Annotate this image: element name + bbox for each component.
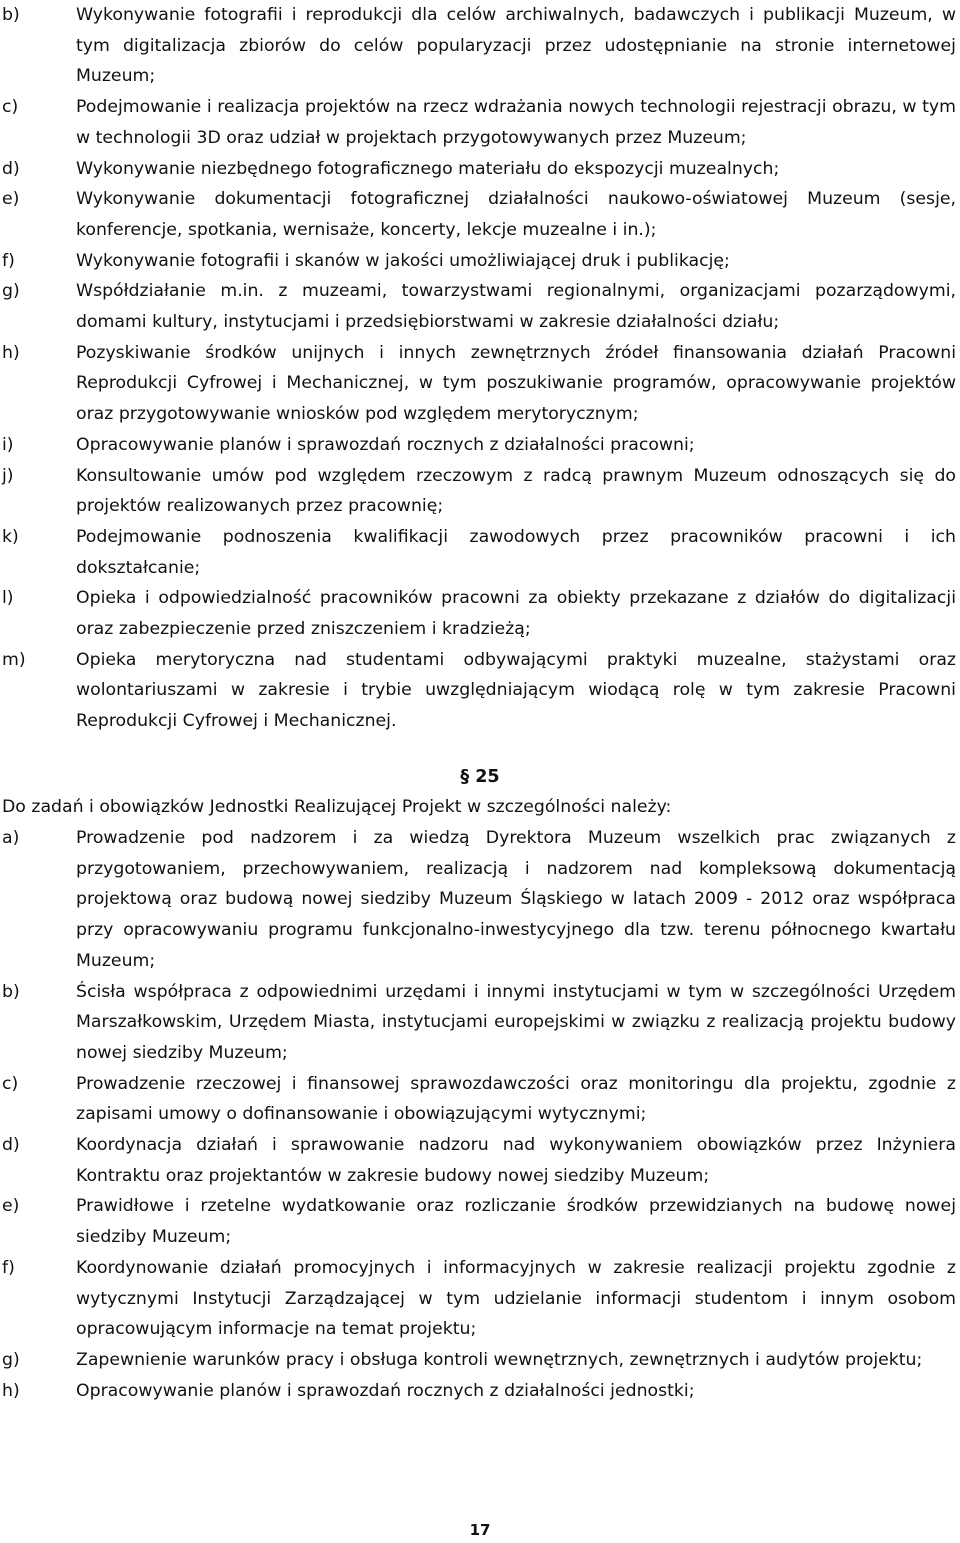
list-item-text: Wykonywanie fotografii i reprodukcji dla celów archiwalnych, badawczych i publikacji Muzeum, w tym digitalizacja zbiorów do celów popularyzacji przez udostępnianie na stronie internetowej Muzeum; xyxy=(76,5,956,87)
list-item xyxy=(0,461,960,522)
list-item xyxy=(0,823,960,977)
list-marker: b) xyxy=(2,981,20,1002)
list-item xyxy=(0,92,960,153)
list-item-text: Prowadzenie pod nadzorem i za wiedzą Dyrektora Muzeum wszelkich prac związanych z przygotowaniem, przechowywaniem, realizacją i nadzorem nad kompleksową dokumentacją projektową oraz budową nowej siedziby Muzeum Śląskiego w latach 2009 - 2012 oraz współpraca przy opracowywaniu programu funkcjonalno-inwestycyjnego dla tzw. terenu północnego kwartału Muzeum; xyxy=(76,828,956,971)
list-item xyxy=(0,0,960,92)
list-marker: h) xyxy=(2,342,20,363)
list-item-text: Prowadzenie rzeczowej i finansowej sprawozdawczości oraz monitoringu dla projektu, zgodnie z zapisami umowy o dofinansowanie i obowiązującymi wytycznymi; xyxy=(76,1073,956,1125)
list-item xyxy=(0,1376,960,1407)
list-marker: c) xyxy=(2,1073,19,1094)
section-intro-text: Do zadań i obowiązków Jednostki Realizującej Projekt w szczególności należy: xyxy=(2,797,672,817)
list-item-text: Opracowywanie planów i sprawozdań rocznych z działalności pracowni; xyxy=(76,434,695,455)
list-marker: j) xyxy=(2,465,14,486)
list-item-text: Wykonywanie niezbędnego fotograficznego materiału do ekspozycji muzealnych; xyxy=(76,158,780,179)
list-marker: e) xyxy=(2,189,20,210)
list-item-text: Opieka i odpowiedzialność pracowników pracowni za obiekty przekazane z działów do digitalizacji oraz zabezpieczenie przed zniszczeniem i kradzieżą; xyxy=(76,588,956,640)
list-marker: i) xyxy=(2,434,14,455)
list-marker: e) xyxy=(2,1196,20,1217)
list-item xyxy=(0,1130,960,1191)
list-marker: b) xyxy=(2,5,20,25)
duties-list-pracownia xyxy=(0,0,960,737)
list-item xyxy=(0,522,960,583)
list-item xyxy=(0,338,960,430)
list-item-text: Opracowywanie planów i sprawozdań rocznych z działalności jednostki; xyxy=(76,1380,695,1401)
list-item-text: Wykonywanie fotografii i skanów w jakości umożliwiającej druk i publikację; xyxy=(76,250,730,271)
list-marker: k) xyxy=(2,526,19,547)
list-item xyxy=(0,276,960,337)
section-heading: § 25 xyxy=(460,767,500,787)
list-item xyxy=(0,1253,960,1345)
list-marker: g) xyxy=(2,1349,20,1370)
list-marker: f) xyxy=(2,1257,15,1278)
list-item xyxy=(0,184,960,245)
list-marker: m) xyxy=(2,649,26,670)
list-item-text: Konsultowanie umów pod względem rzeczowym z radcą prawnym Muzeum odnoszących się do projektów realizowanych przez pracownię; xyxy=(76,465,956,517)
list-marker: l) xyxy=(2,588,14,609)
list-marker: f) xyxy=(2,250,15,271)
list-item-text: Koordynowanie działań promocyjnych i informacyjnych w zakresie realizacji projektu zgodnie z wytycznymi Instytucji Zarządzającej w tym udzielanie informacji studentom i innym osobom opracowującym informacje na temat projektu; xyxy=(76,1257,956,1340)
list-marker: d) xyxy=(2,1135,20,1156)
list-item-text: Ścisła współpraca z odpowiednimi urzędami i innymi instytucjami w tym w szczególności Urzędem Marszałkowskim, Urzędem Miasta, instytucjami europejskimi w związku z realizacją projektu budowy nowej siedziby Muzeum; xyxy=(76,981,956,1063)
list-item xyxy=(0,977,960,1069)
list-item xyxy=(0,1191,960,1252)
list-item-text: Podejmowanie podnoszenia kwalifikacji zawodowych przez pracowników pracowni i ich dokształcanie; xyxy=(76,526,956,578)
list-item xyxy=(0,583,960,644)
list-item xyxy=(0,246,960,277)
list-item-text: Podejmowanie i realizacja projektów na rzecz wdrażania nowych technologii rejestracji obrazu, w tym w technologii 3D oraz udział w projektach przygotowywanych przez Muzeum; xyxy=(76,97,956,148)
list-item xyxy=(0,430,960,461)
list-item-text: Wykonywanie dokumentacji fotograficznej działalności naukowo-oświatowej Muzeum (sesje, konferencje, spotkania, wernisaże, koncerty, lekcje muzealne i in.); xyxy=(76,189,956,240)
list-item-text: Współdziałanie m.in. z muzeami, towarzystwami regionalnymi, organizacjami pozarządowymi, domami kultury, instytucjami i przedsiębiorstwami w zakresie działalności działu; xyxy=(76,281,956,333)
list-marker: c) xyxy=(2,97,19,118)
page-number: 17 xyxy=(469,1521,491,1539)
list-marker: h) xyxy=(2,1380,20,1401)
list-item xyxy=(0,1345,960,1376)
list-marker: a) xyxy=(2,828,20,848)
list-item-text: Opieka merytoryczna nad studentami odbywającymi praktyki muzealne, stażystami oraz wolontariuszami w zakresie i trybie uwzględniającym wiodącą rolę w tym zakresie Pracowni Reprodukcji Cyfrowej i Mechanicznej. xyxy=(76,649,956,732)
list-item-text: Prawidłowe i rzetelne wydatkowanie oraz rozliczanie środków przewidzianych na budowę nowej siedziby Muzeum; xyxy=(76,1196,956,1248)
list-item-text: Koordynacja działań i sprawowanie nadzoru nad wykonywaniem obowiązków przez Inżyniera Kontraktu oraz projektantów w zakresie budowy nowej siedziby Muzeum; xyxy=(76,1135,956,1186)
list-item-text: Zapewnienie warunków pracy i obsługa kontroli wewnętrznych, zewnętrznych i audytów projektu; xyxy=(76,1349,923,1370)
list-item xyxy=(0,645,960,737)
duties-list-jrp xyxy=(0,823,960,1406)
list-marker: d) xyxy=(2,158,20,179)
list-item xyxy=(0,1069,960,1130)
list-item xyxy=(0,154,960,185)
list-item-text: Pozyskiwanie środków unijnych i innych zewnętrznych źródeł finansowania działań Pracowni Reprodukcji Cyfrowej i Mechanicznej, w tym poszukiwanie programów, opracowywanie projektów oraz przygotowywanie wniosków pod względem merytorycznym; xyxy=(76,342,956,425)
list-marker: g) xyxy=(2,281,20,302)
